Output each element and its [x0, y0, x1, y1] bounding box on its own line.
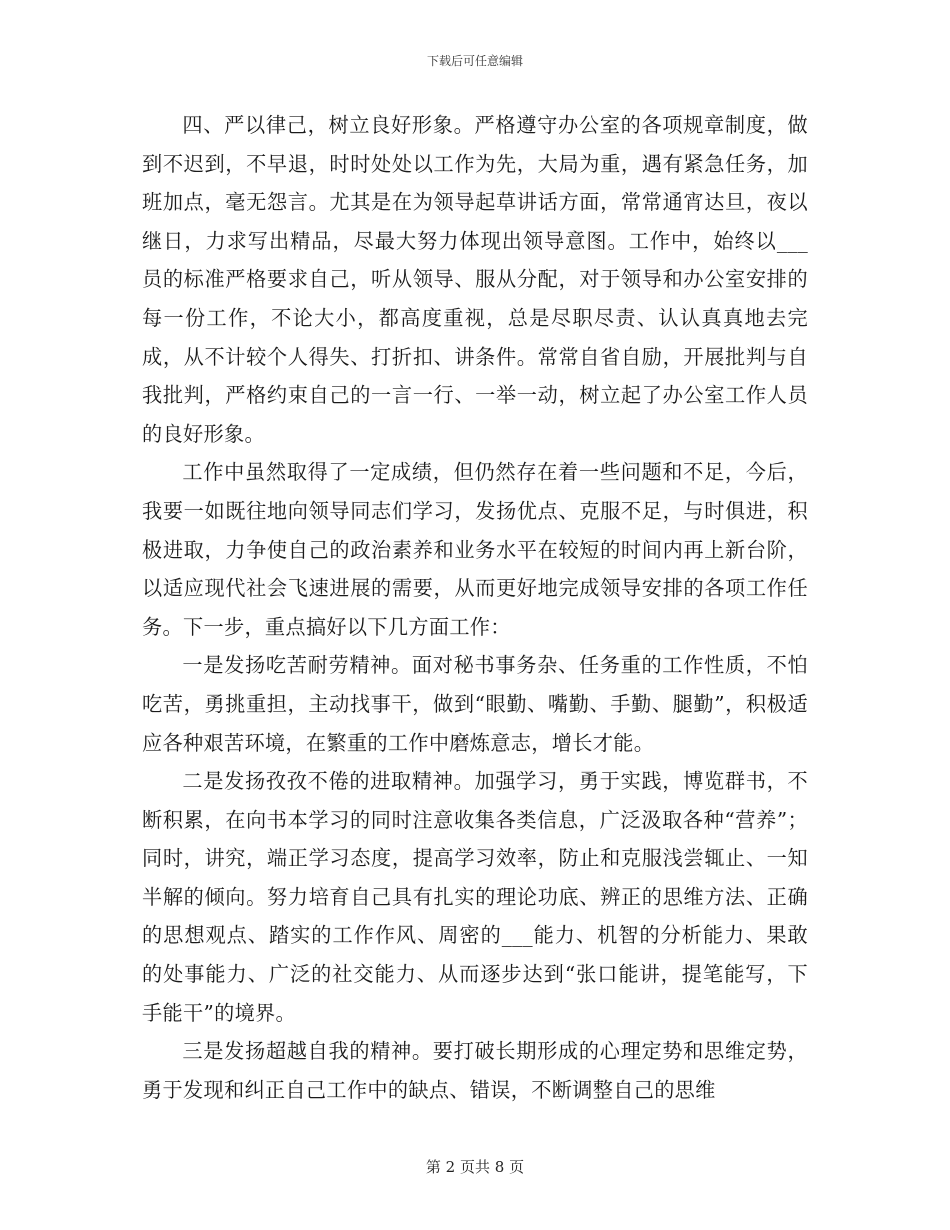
- page-header: 下载后可任意编辑: [426, 54, 523, 68]
- paragraph-self-discipline: 四、严以律己，树立良好形象。严格遵守办公室的各项规章制度，做到不迟到，不早退，时时处处以工作为先，大局为重，遇有紧急任务，加班加点，毫无怨言。尤其是在为领导起草讲话方面，常常通宵达旦，夜以继日，力求写出精品，尽最大努力体现出领导意图。工作中，始终以___员的标准严格要求自己，听从领导、服从分配，对于领导和办公室安排的每一份工作，不论大小，都高度重视，总是尽职尽责、认认真真地去完成，从不计较个人得失、打折扣、讲条件。常常自省自励，开展批判与自我批判，严格约束自己的一言一行、一举一动，树立起了办公室工作人员的良好形象。: [142, 113, 808, 446]
- paragraph-self-surpassing-spirit: 三是发扬超越自我的精神。要打破长期形成的心理定势和思维定势，勇于发现和纠正自己工作中的缺点、错误，不断调整自己的思维: [142, 1039, 808, 1102]
- document-body: [142, 106, 808, 1109]
- paragraph-enterprising-spirit: 二是发扬孜孜不倦的进取精神。加强学习，勇于实践，博览群书，不断积累，在向书本学习的同时注意收集各类信息，广泛汲取各种“营养”；同时，讲究，端正学习态度，提高学习效率，防止和克服浅尝辄止、一知半解的倾向。努力培育自己具有扎实的理论功底、辨正的思维方法、正确的思想观点、踏实的工作作风、周密的___能力、机智的分析能力、果敢的处事能力、广泛的社交能力、从而逐步达到“张口能讲，提笔能写，下手能干”的境界。: [142, 769, 808, 1025]
- paragraph-hardworking-spirit: 一是发扬吃苦耐劳精神。面对秘书事务杂、任务重的工作性质，不怕吃苦，勇挑重担，主动找事干，做到“眼勤、嘴勤、手勤、腿勤”，积极适应各种艰苦环境，在繁重的工作中磨炼意志，增长才能。: [142, 653, 808, 755]
- paragraph-shortcomings: 工作中虽然取得了一定成绩，但仍然存在着一些问题和不足，今后，我要一如既往地向领导同志们学习，发扬优点、克服不足，与时俱进，积极进取，力争使自己的政治素养和业务水平在较短的时间内再上新台阶，以适应现代社会飞速进展的需要，从而更好地完成领导安排的各项工作任务。下一步，重点搞好以下几方面工作：: [142, 460, 808, 639]
- page-number: 第 2 页共 8 页: [425, 1158, 525, 1176]
